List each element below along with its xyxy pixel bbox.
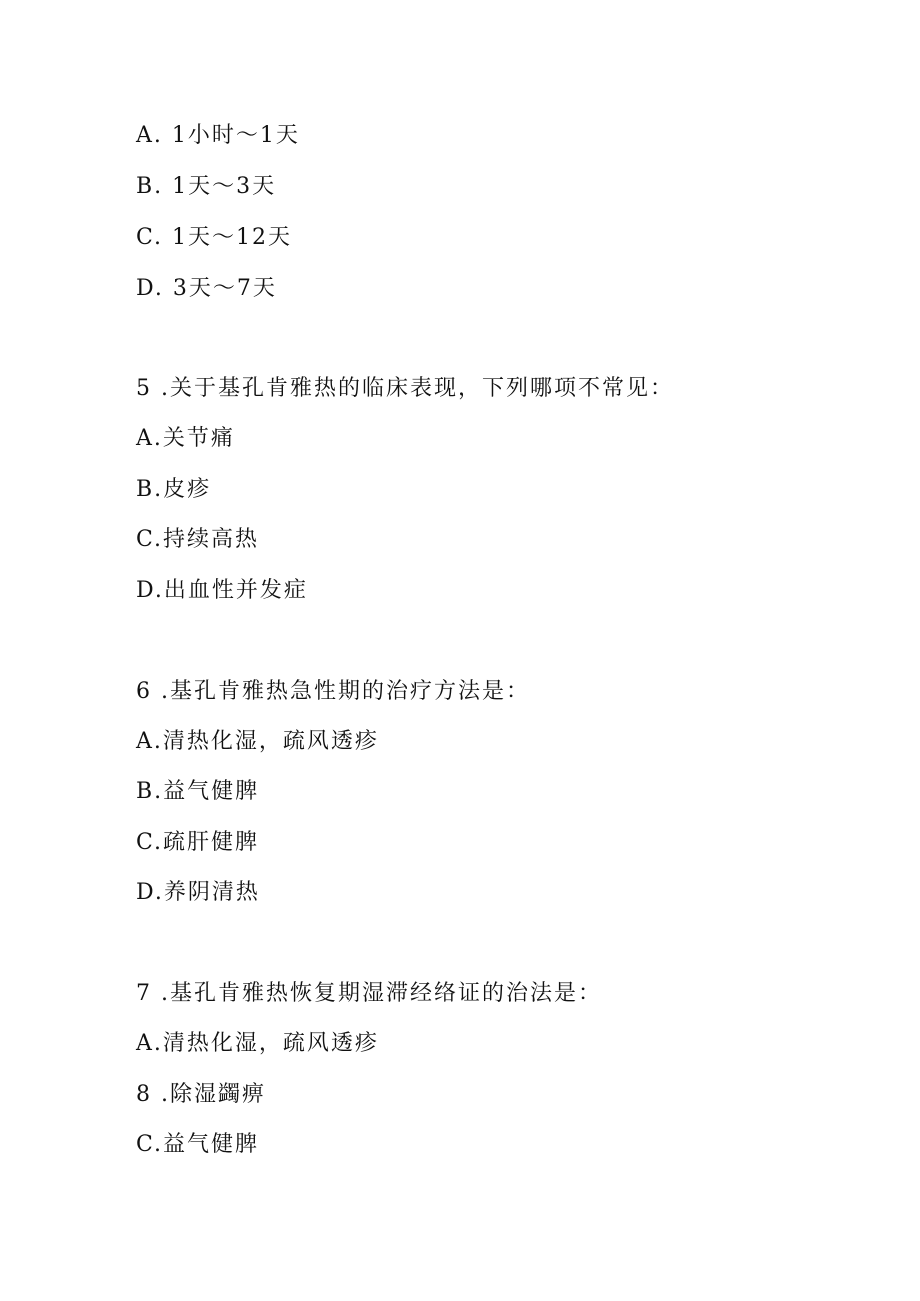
option-d-q6: D.养阴清热: [136, 880, 260, 905]
question-5: 5 .关于基孔肯雅热的临床表现，下列哪项不常见：: [136, 376, 674, 401]
question-6: 6 .基孔肯雅热急性期的治疗方法是：: [136, 679, 530, 704]
option-c-q4: C. 1天～12天: [136, 225, 293, 250]
option-b-q5: B.皮疹: [136, 477, 212, 502]
option-d-q4: D. 3天～7天: [136, 276, 277, 301]
option-a-q7: A.清热化湿，疏风透疹: [136, 1031, 379, 1056]
option-c-q5: C.持续高热: [136, 527, 260, 552]
option-c-q6: C.疏肝健脾: [136, 830, 260, 855]
option-c-q7: C.益气健脾: [136, 1132, 260, 1157]
option-a-q4: A. 1小时～1天: [136, 123, 300, 148]
option-d-q5: D.出血性并发症: [136, 578, 308, 603]
option-a-q5: A.关节痛: [136, 426, 235, 451]
option-b-q6: B.益气健脾: [136, 779, 260, 804]
option-b-q7: 8 .除湿蠲痹: [136, 1082, 266, 1107]
option-b-q4: B. 1天～3天: [136, 174, 277, 199]
option-a-q6: A.清热化湿，疏风透疹: [136, 729, 379, 754]
question-7: 7 .基孔肯雅热恢复期湿滞经络证的治法是：: [136, 981, 602, 1006]
